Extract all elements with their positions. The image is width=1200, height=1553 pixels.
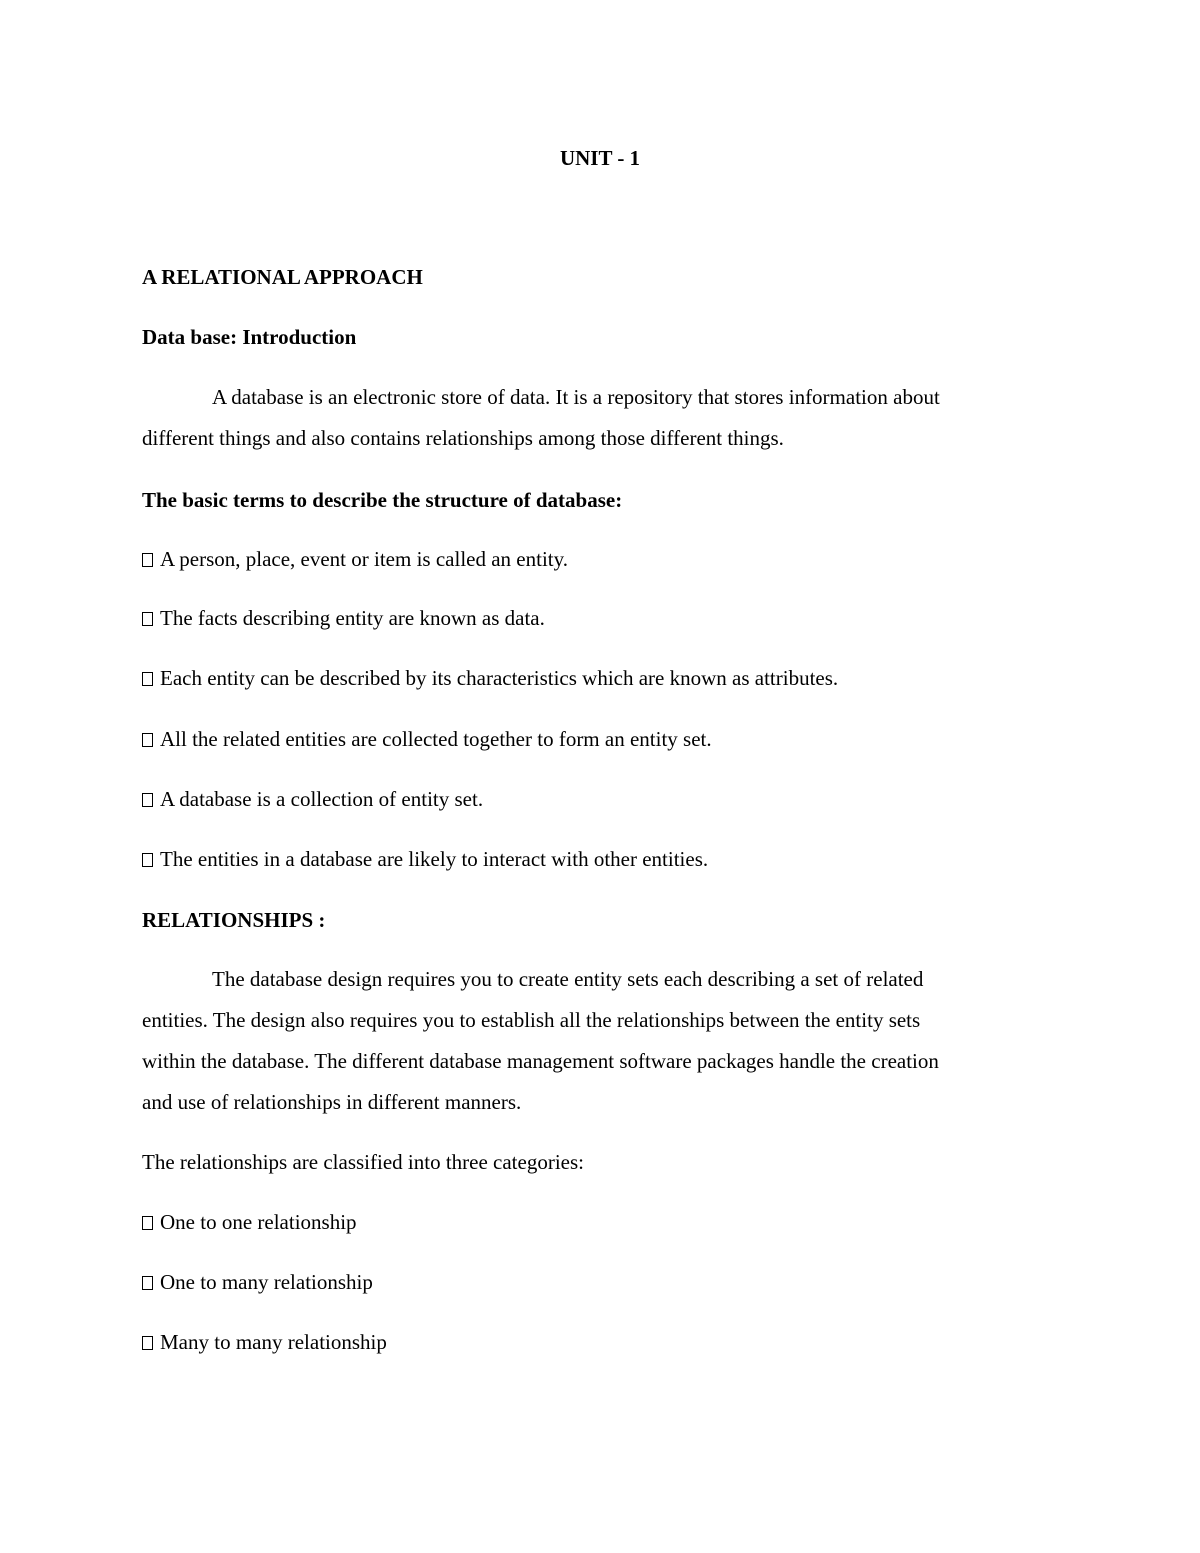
list-item — [142, 726, 712, 752]
relationships-heading: RELATIONSHIPS : — [142, 908, 326, 932]
bullet-box-icon — [142, 1276, 153, 1290]
list-item — [142, 1269, 373, 1295]
section-title: A RELATIONAL APPROACH — [142, 265, 423, 289]
list-item-text: One to many relationship — [160, 1270, 373, 1294]
intro-paragraph-line-2: different things and also contains relationships among those different things. — [142, 426, 784, 450]
list-item — [142, 786, 483, 812]
list-item-text: The facts describing entity are known as data. — [160, 606, 545, 630]
relationships-paragraph-line-1: The database design requires you to create entity sets each describing a set of related — [212, 967, 924, 991]
bullet-box-icon — [142, 672, 153, 686]
bullet-box-icon — [142, 853, 153, 867]
subsection-title: Data base: Introduction — [142, 325, 357, 349]
list-item-text: Many to many relationship — [160, 1330, 387, 1354]
unit-title: UNIT - 1 — [559, 146, 641, 170]
basic-terms-heading: The basic terms to describe the structure of database: — [142, 488, 623, 512]
relationships-paragraph-line-3: within the database. The different database management software packages handle the creation — [142, 1049, 939, 1073]
intro-paragraph-line-1: A database is an electronic store of data. It is a repository that stores information about — [212, 385, 940, 409]
relationships-paragraph-line-2: entities. The design also requires you to establish all the relationships between the entity sets — [142, 1008, 921, 1032]
bullet-box-icon — [142, 733, 153, 747]
list-item — [142, 546, 568, 572]
bullet-box-icon — [142, 553, 153, 567]
bullet-box-icon — [142, 1336, 153, 1350]
list-item-text: The entities in a database are likely to interact with other entities. — [160, 847, 709, 871]
relationships-paragraph-line-4: and use of relationships in different manners. — [142, 1090, 522, 1114]
list-item — [142, 1209, 357, 1235]
list-item — [142, 605, 545, 631]
list-item — [142, 1329, 387, 1355]
list-item-text: Each entity can be described by its characteristics which are known as attributes. — [160, 666, 839, 690]
list-item — [142, 665, 838, 691]
list-item-text: One to one relationship — [160, 1210, 357, 1234]
bullet-box-icon — [142, 1216, 153, 1230]
bullet-box-icon — [142, 612, 153, 626]
list-item-text: All the related entities are collected together to form an entity set. — [160, 727, 712, 751]
categories-intro: The relationships are classified into three categories: — [142, 1150, 584, 1174]
list-item — [142, 846, 708, 872]
list-item-text: A database is a collection of entity set. — [160, 787, 484, 811]
list-item-text: A person, place, event or item is called an entity. — [160, 547, 569, 571]
bullet-box-icon — [142, 793, 153, 807]
